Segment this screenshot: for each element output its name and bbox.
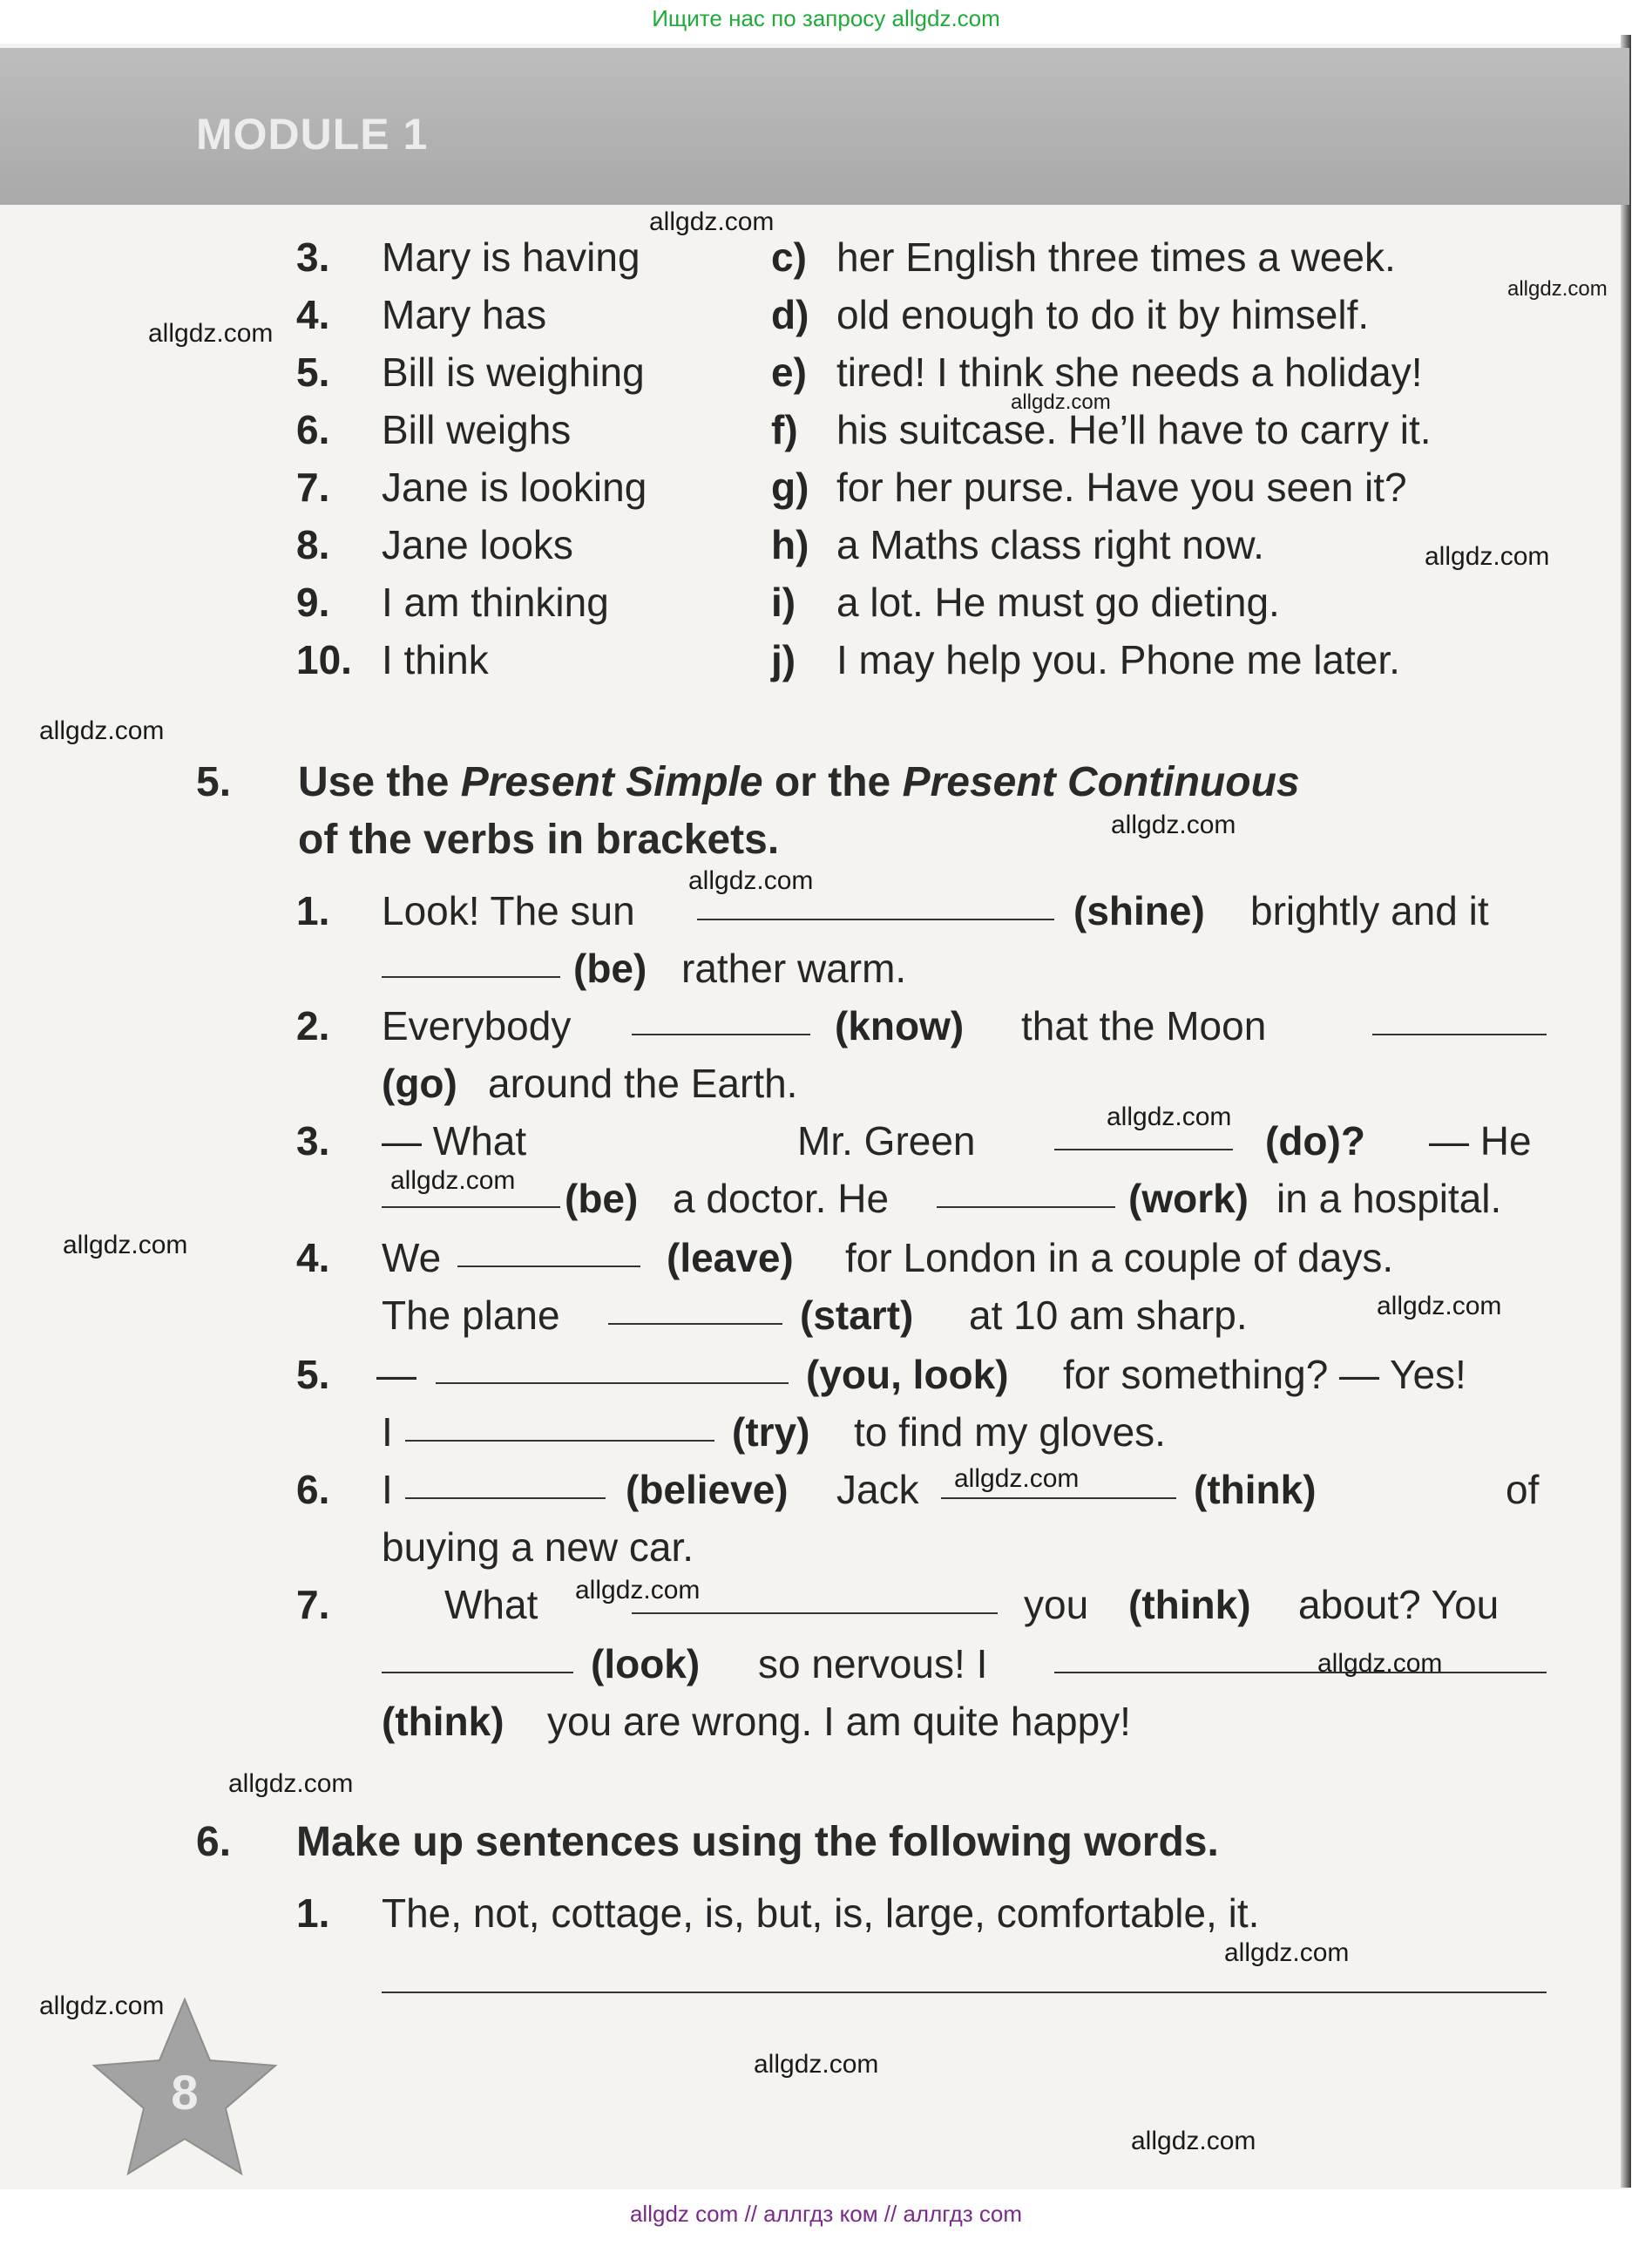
answer-blank[interactable] [457, 1234, 640, 1267]
answer-blank[interactable] [436, 1351, 789, 1384]
verb-hint: (you, look) [806, 1352, 1009, 1397]
item-text: around the Earth. [488, 1061, 798, 1106]
verb-hint: (think) [1128, 1582, 1251, 1627]
item-text: — What [382, 1118, 527, 1164]
match-row [296, 291, 1370, 338]
item-text: buying a new car. [382, 1524, 694, 1570]
item-text: so nervous! I [758, 1641, 988, 1686]
item-text: to find my gloves. [854, 1409, 1166, 1455]
page-edge [1621, 35, 1631, 2188]
match-left: I am thinking [382, 580, 609, 625]
page-number: 8 [171, 2065, 199, 2120]
item-number: 1. [296, 888, 330, 933]
match-row [296, 579, 1280, 626]
watermark: allgdz.com [39, 1992, 165, 2020]
match-left: Bill is weighing [382, 349, 645, 395]
title-italic: Present Simple [460, 759, 763, 805]
watermark: allgdz.com [1507, 277, 1608, 301]
watermark: allgdz.com [1317, 1649, 1443, 1678]
match-row [296, 464, 1407, 511]
verb-hint: (be) [573, 946, 647, 991]
ex6-item-1 [296, 1890, 1260, 1937]
match-number: 3. [296, 234, 330, 280]
verb-hint: (go) [382, 1061, 457, 1106]
item-number: 7. [296, 1582, 330, 1627]
match-number: 6. [296, 407, 330, 452]
item-text: for something? — Yes! [1063, 1352, 1466, 1397]
watermark: allgdz.com [575, 1576, 701, 1605]
item-text: Mr. Green [797, 1118, 976, 1164]
answer-line[interactable] [382, 1992, 1547, 1993]
item-text: that the Moon [1021, 1003, 1267, 1048]
item-text: — He [1429, 1118, 1532, 1164]
watermark: allgdz.com [1224, 1938, 1350, 1967]
item-text: What [444, 1582, 538, 1627]
item-number: 6. [296, 1467, 330, 1512]
match-left: Mary has [382, 292, 547, 337]
verb-hint: (know) [835, 1003, 965, 1048]
watermark: allgdz.com [1111, 811, 1236, 839]
item-number: 5. [296, 1352, 330, 1397]
watermark: allgdz.com [390, 1166, 516, 1195]
match-letter: c) [771, 234, 807, 280]
match-letter: i) [771, 580, 796, 625]
item-number: 3. [296, 1118, 330, 1164]
watermark: allgdz.com [1425, 542, 1550, 571]
match-left: Mary is having [382, 234, 640, 280]
verb-hint: (start) [800, 1293, 914, 1338]
match-right: I may help you. Phone me later. [836, 637, 1400, 682]
answer-blank[interactable] [937, 1175, 1115, 1208]
answer-blank[interactable] [632, 1002, 810, 1035]
item-text: in a hospital. [1276, 1176, 1502, 1221]
item-number: 2. [296, 1003, 330, 1048]
title-part: Use the [298, 759, 461, 805]
item-text: The plane [382, 1293, 560, 1338]
match-number: 5. [296, 349, 330, 395]
ex5-item-5-line1 [296, 1351, 1466, 1398]
item-text: I [382, 1409, 393, 1455]
match-number: 4. [296, 292, 330, 337]
item-text: you [1024, 1582, 1089, 1627]
item-text: Everybody [382, 1003, 572, 1048]
watermark: allgdz.com [1011, 390, 1111, 414]
match-row [296, 636, 1400, 683]
title-part: or the [762, 759, 903, 805]
match-letter: j) [771, 637, 796, 682]
match-left: I think [382, 637, 489, 682]
item-text: We [382, 1235, 442, 1280]
watermark: allgdz.com [688, 866, 814, 895]
item-text: for London in a couple of days. [845, 1235, 1394, 1280]
match-left: Jane is looking [382, 465, 647, 510]
match-right: old enough to do it by himself. [836, 292, 1370, 337]
module-title: MODULE 1 [196, 110, 429, 159]
answer-blank[interactable] [405, 1408, 714, 1442]
watermark: allgdz.com [954, 1464, 1080, 1493]
match-number: 7. [296, 465, 330, 510]
watermark: allgdz.com [754, 2050, 879, 2079]
watermark: allgdz.com [1377, 1292, 1502, 1320]
item-text: of [1506, 1467, 1540, 1512]
item-text: I [382, 1467, 393, 1512]
item-text: The, not, cottage, is, but, is, large, comfortable, it. [382, 1890, 1260, 1936]
top-banner: Ищите нас по запросу allgdz.com [652, 5, 1000, 31]
item-text: a doctor. He [673, 1176, 890, 1221]
item-number: 1. [296, 1890, 330, 1936]
verb-hint: (shine) [1073, 888, 1205, 933]
match-left: Jane looks [382, 522, 573, 567]
verb-hint: (think) [382, 1699, 504, 1744]
match-row [296, 234, 1396, 281]
watermark: allgdz.com [649, 207, 775, 236]
match-row [296, 406, 1432, 453]
item-number: 4. [296, 1235, 330, 1280]
match-number: 8. [296, 522, 330, 567]
item-text: you are wrong. I am quite happy! [547, 1699, 1131, 1744]
verb-hint: (work) [1128, 1176, 1249, 1221]
item-text: at 10 am sharp. [969, 1293, 1248, 1338]
item-text: — [376, 1352, 416, 1397]
watermark: allgdz.com [1107, 1103, 1232, 1131]
verb-hint: (do)? [1265, 1118, 1365, 1164]
title-italic: Present Continuous [902, 759, 1300, 805]
match-number: 10. [296, 637, 352, 682]
answer-blank[interactable] [382, 945, 560, 978]
match-letter: h) [771, 522, 809, 567]
match-left: Bill weighs [382, 407, 572, 452]
exercise-5-number: 5. [196, 759, 232, 805]
exercise-5-title-line1 [298, 758, 1300, 806]
item-text: about? You [1298, 1582, 1500, 1627]
match-right: a Maths class right now. [836, 522, 1264, 567]
match-right: for her purse. Have you seen it? [836, 465, 1407, 510]
answer-blank[interactable] [382, 1640, 573, 1673]
item-text: rather warm. [681, 946, 907, 991]
watermark: allgdz.com [63, 1231, 188, 1259]
match-number: 9. [296, 580, 330, 625]
match-row [296, 349, 1423, 396]
watermark: allgdz.com [228, 1769, 354, 1798]
verb-hint: (believe) [626, 1467, 789, 1512]
footer-links: allgdz com // аллгдз ком // аллгдз сom [629, 2201, 1023, 2227]
ex5-item-2-line1 [296, 1002, 1267, 1049]
verb-hint: (leave) [667, 1235, 794, 1280]
verb-hint: (be) [565, 1176, 639, 1221]
answer-blank[interactable] [405, 1466, 606, 1499]
match-right: his suitcase. He’ll have to carry it. [836, 407, 1432, 452]
watermark: allgdz.com [1131, 2127, 1256, 2155]
match-row [296, 521, 1264, 568]
item-text: Look! The sun [382, 888, 635, 933]
verb-hint: (try) [732, 1409, 810, 1455]
match-right: tired! I think she needs a holiday! [836, 349, 1423, 395]
match-right: a lot. He must go dieting. [836, 580, 1280, 625]
item-text: Jack [836, 1467, 919, 1512]
watermark: allgdz.com [148, 319, 274, 348]
ex5-item-1-line1 [296, 887, 1489, 934]
match-letter: f) [771, 407, 798, 452]
verb-hint: (think) [1194, 1467, 1317, 1512]
answer-blank[interactable] [1054, 1640, 1547, 1673]
verb-hint: (look) [591, 1641, 701, 1686]
ex5-item-4-line1 [296, 1234, 1394, 1281]
exercise-5-title-line2: of the verbs in brackets. [298, 817, 780, 863]
exercise-6-title: Make up sentences using the following words. [296, 1819, 1219, 1865]
item-text: brightly and it [1250, 888, 1489, 933]
answer-blank[interactable] [608, 1292, 782, 1325]
match-letter: e) [771, 349, 807, 395]
match-letter: d) [771, 292, 809, 337]
match-letter: g) [771, 465, 809, 510]
answer-blank[interactable] [1372, 1002, 1547, 1035]
exercise-6-number: 6. [196, 1819, 232, 1865]
watermark: allgdz.com [39, 716, 165, 745]
page-number-star [91, 1996, 279, 2179]
match-right: her English three times a week. [836, 234, 1396, 280]
